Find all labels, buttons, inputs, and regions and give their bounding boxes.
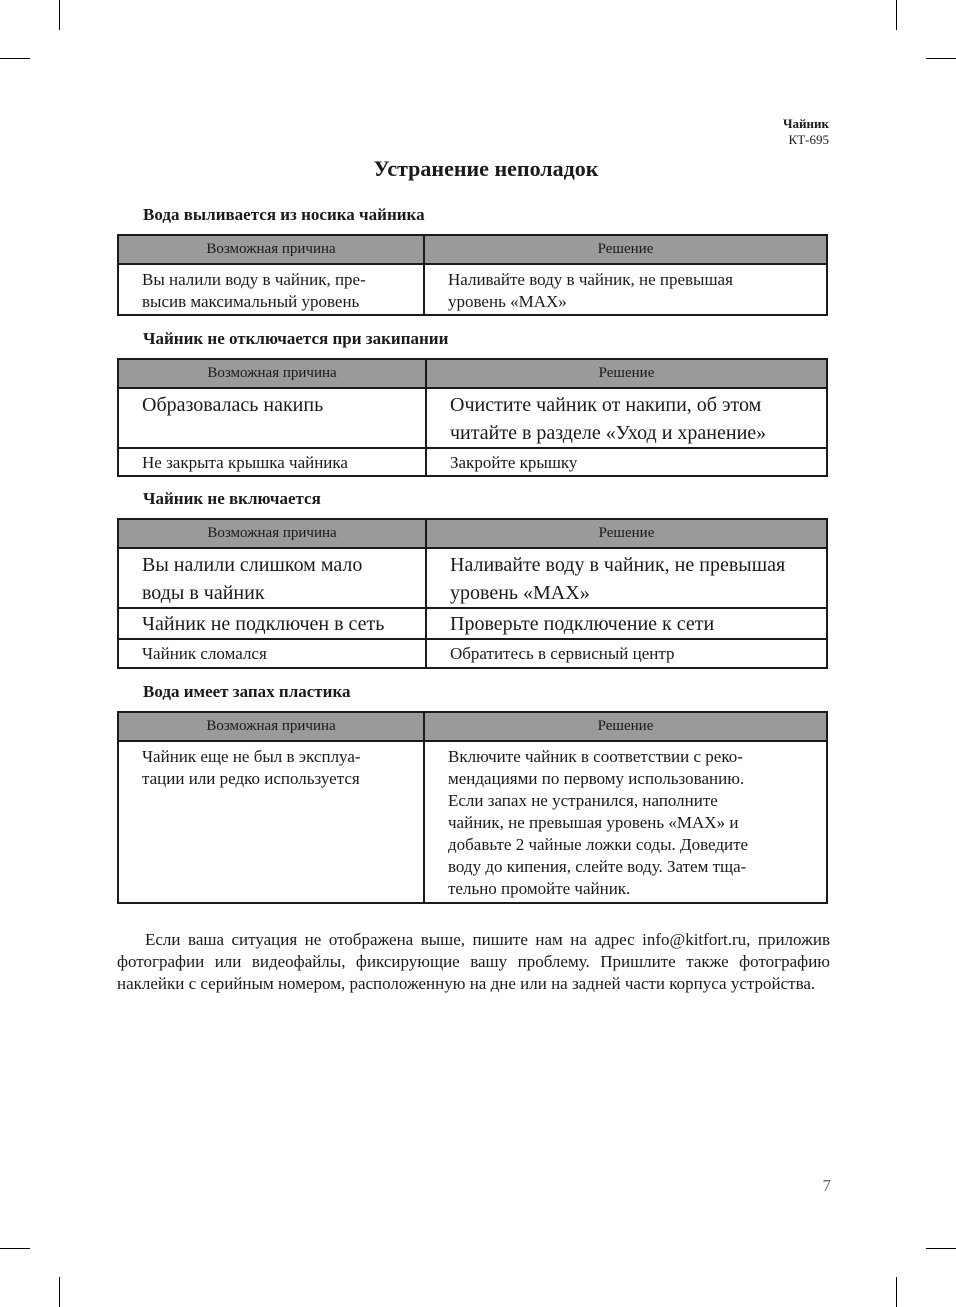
crop-mark	[59, 1277, 60, 1307]
cause-text: Вы налили слишком мало воды в чайник	[142, 554, 363, 604]
cause-text: Вы налили воду в чайник, пре- высив максимальный уровень	[142, 270, 366, 311]
cause-cell	[118, 741, 424, 903]
column-header-solution: Решение	[426, 519, 827, 548]
table-header-row	[118, 712, 827, 741]
table-row	[118, 264, 827, 315]
solution-text: Закройте крышку	[450, 453, 578, 472]
section-title: Вода имеет запах пластика	[143, 682, 351, 701]
page-number: 7	[822, 1176, 831, 1195]
cause-text: Чайник не подключен в сеть	[142, 613, 385, 635]
cause-cell	[118, 548, 426, 608]
cause-cell	[118, 448, 426, 476]
table-row	[118, 548, 827, 608]
crop-mark	[0, 1248, 30, 1249]
table-row	[118, 388, 827, 448]
solution-text: Очистите чайник от накипи, об этом читайте в разделе «Уход и хранение»	[450, 394, 767, 444]
crop-mark	[896, 1277, 897, 1307]
table-row	[118, 608, 827, 639]
column-header-solution: Решение	[424, 712, 827, 741]
crop-mark	[926, 58, 956, 59]
section-title: Чайник не включается	[143, 489, 321, 508]
cause-cell	[118, 639, 426, 668]
solution-cell	[424, 741, 827, 903]
solution-text: Наливайте воду в чайник, не превышая уровень «MAX»	[448, 270, 733, 311]
cause-text: Образовалась накипь	[142, 394, 324, 416]
model-number: КТ-695	[788, 132, 829, 147]
solution-cell	[426, 639, 827, 668]
crop-mark	[59, 0, 60, 30]
table-header-row	[118, 235, 827, 264]
cause-cell	[118, 264, 424, 315]
column-header-cause: Возможная причина	[118, 359, 426, 388]
column-header-solution: Решение	[424, 235, 827, 264]
troubleshooting-table	[117, 358, 828, 477]
cause-text: Чайник сломался	[142, 644, 267, 663]
troubleshooting-table	[117, 234, 828, 316]
cause-text: Не закрыта крышка чайника	[142, 453, 348, 472]
solution-cell	[426, 548, 827, 608]
column-header-cause: Возможная причина	[118, 712, 424, 741]
solution-text: Включите чайник в соответствии с реко- мендациями по первому использованию. Если запах не устранился, наполните чайник, не превышая уровень «MAX» и добавьте 2 чайные ложки соды. Доведите воду до кипения, слейте воду. Затем тща- тельно промойте чайник.	[448, 747, 749, 898]
page-title: Устранение неполадок	[373, 156, 599, 181]
table-header-row	[118, 519, 827, 548]
troubleshooting-table	[117, 711, 828, 904]
solution-text: Проверьте подключение к сети	[450, 613, 715, 635]
table-row	[118, 741, 827, 903]
solution-cell	[424, 264, 827, 315]
table-row	[118, 639, 827, 668]
crop-mark	[0, 58, 30, 59]
cause-cell	[118, 608, 426, 639]
crop-mark	[896, 0, 897, 30]
page-header	[783, 116, 829, 148]
column-header-solution: Решение	[426, 359, 827, 388]
solution-text: Обратитесь в сервисный центр	[450, 644, 675, 663]
column-header-cause: Возможная причина	[118, 519, 426, 548]
crop-mark	[926, 1248, 956, 1249]
table-row	[118, 448, 827, 476]
column-header-cause: Возможная причина	[118, 235, 424, 264]
solution-cell	[426, 608, 827, 639]
contact-paragraph: Если ваша ситуация не отображена выше, пишите нам на адрес info@kitfort.ru, приложив фотографии или видеофайлы, фиксирующие вашу проблему. Пришлите также фотографию наклейки с серийным номером, расположенную на дне или на задней части корпуса устройства.	[117, 930, 830, 993]
solution-cell	[426, 448, 827, 476]
product-name: Чайник	[782, 116, 829, 131]
solution-cell	[426, 388, 827, 448]
troubleshooting-table	[117, 518, 828, 669]
cause-text: Чайник еще не был в эксплуа- тации или редко используется	[142, 747, 361, 788]
table-header-row	[118, 359, 827, 388]
section-title: Вода выливается из носика чайника	[143, 205, 425, 224]
section-title: Чайник не отключается при закипании	[143, 329, 449, 348]
cause-cell	[118, 388, 426, 448]
solution-text: Наливайте воду в чайник, не превышая уровень «MAX»	[450, 554, 786, 604]
